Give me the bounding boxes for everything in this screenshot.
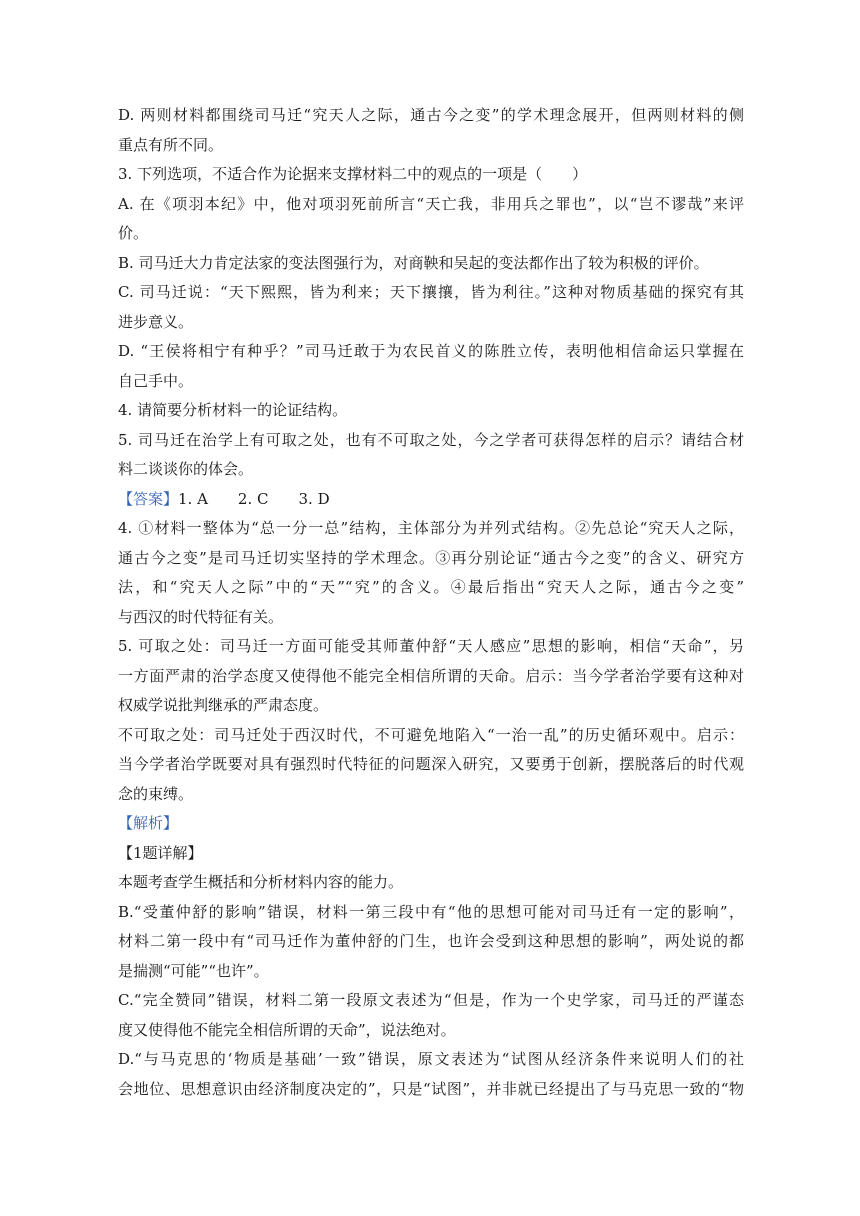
- text-line: [118, 249, 744, 279]
- text-line: [118, 367, 744, 397]
- line-text: D.“与马克思的‘物质是基础’一致”错误，原文表述为“试图从经济条件来说明人们的社: [118, 1050, 744, 1068]
- line-text: 材料二第一段中有“司马迁作为董仲舒的门生，也许会受到这种思想的影响”，两处说的都: [118, 932, 744, 950]
- line-text: 度又使得他不能完全相信所谓的天命”，说法绝对。: [118, 1020, 456, 1039]
- text-line: [118, 632, 744, 662]
- text-line: [118, 485, 744, 515]
- text-line: [118, 278, 744, 308]
- text-line: [118, 308, 744, 338]
- text-line: [118, 691, 744, 721]
- line-text: 料二谈谈你的体会。: [118, 460, 254, 478]
- line-text: 5. 可取之处：司马迁一方面可能受其师董仲舒“天人感应”思想的影响，相信“天命”，另: [118, 637, 744, 655]
- section-label: 【答案】: [118, 489, 179, 508]
- text-line: [118, 898, 744, 928]
- line-text: 权威学说批判继承的严肃态度。: [118, 696, 329, 714]
- document-page: [118, 101, 744, 1104]
- text-line: [118, 986, 744, 1016]
- line-text: B. 司马迁大力肯定法家的变法图强行为，对商鞅和吴起的变法都作出了较为积极的评价。: [118, 253, 709, 272]
- text-line: [118, 396, 744, 426]
- text-line: [118, 544, 744, 574]
- line-text: 价。: [118, 224, 149, 242]
- text-line: [118, 780, 744, 810]
- line-text: 重点有所不同。: [118, 135, 224, 154]
- line-text: 3. 下列选项，不适合作为论据来支撑材料二中的观点的一项是（ ）: [118, 165, 588, 183]
- text-line: [118, 160, 744, 190]
- line-text: 1. A 2. C 3. D: [178, 489, 330, 508]
- line-text: C.“完全赞同”错误，材料二第一段原文表述为“但是，作为一个史学家，司马迁的严谨态: [118, 991, 744, 1009]
- line-text: 4. 请简要分析材料一的论证结构。: [118, 401, 348, 419]
- line-text: 与西汉的时代特征有关。: [118, 607, 284, 626]
- text-line: [118, 868, 744, 898]
- text-line: [118, 662, 744, 692]
- line-text: 进步意义。: [118, 312, 194, 331]
- text-line: [118, 455, 744, 485]
- text-line: [118, 190, 744, 220]
- line-text: B.“受董仲舒的影响”错误，材料一第三段中有“他的思想可能对司马迁有一定的影响”，: [118, 902, 744, 921]
- line-text: 会地位、思想意识由经济制度决定的”，只是“试图”，并非就已经提出了与马克思一致的“物: [118, 1079, 744, 1098]
- text-line: [118, 721, 744, 751]
- line-text: D. “王侯将相宁有种乎？”司马迁敢于为农民首义的陈胜立传，表明他相信命运只掌握在: [118, 342, 744, 360]
- text-line: [118, 131, 744, 161]
- line-text: 法，和“究天人之际”中的“天”“究”的含义。④最后指出“究天人之际，通古今之变”: [118, 578, 744, 596]
- text-line: [118, 839, 744, 869]
- text-line: [118, 750, 744, 780]
- line-text: 本题考查学生概括和分析材料内容的能力。: [118, 873, 404, 891]
- text-line: [118, 101, 744, 131]
- section-label: 【解析】: [118, 814, 179, 832]
- line-text: 一方面严肃的治学态度又使得他不能完全相信所谓的天命。启示：当今学者治学要有这种对: [118, 666, 744, 685]
- line-text: 4. ①材料一整体为“总一分一总”结构，主体部分为并列式结构。②先总论“究天人之际，: [118, 519, 744, 537]
- line-text: C. 司马迁说：“天下熙熙，皆为利来；天下攘攘，皆为利往。”这种对物质基础的探究有其: [118, 283, 744, 301]
- text-line: [118, 927, 744, 957]
- text-line: [118, 573, 744, 603]
- text-line: [118, 1045, 744, 1075]
- line-text: 自己手中。: [118, 371, 194, 390]
- text-line: [118, 957, 744, 987]
- line-text: 不可取之处：司马迁处于西汉时代，不可避免地陷入“一治一乱”的历史循环观中。启示：: [118, 725, 744, 744]
- line-text: 是揣测“可能”“也许”。: [118, 961, 269, 980]
- line-text: A. 在《项羽本纪》中，他对项羽死前所言“天亡我，非用兵之罪也”，以“岂不谬哉”来评: [118, 194, 744, 213]
- text-line: [118, 426, 744, 456]
- line-text: D. 两则材料都围绕司马迁“究天人之际，通古今之变”的学术理念展开，但两则材料的侧: [118, 106, 744, 124]
- text-line: [118, 603, 744, 633]
- text-line: [118, 514, 744, 544]
- line-text: 【1题详解】: [118, 843, 203, 862]
- line-text: 念的束缚。: [118, 784, 194, 803]
- text-line: [118, 337, 744, 367]
- text-line: [118, 1016, 744, 1046]
- line-text: 当今学者治学既要对具有强烈时代特征的问题深入研究，又要勇于创新，摆脱落后的时代观: [118, 755, 744, 773]
- text-line: [118, 219, 744, 249]
- line-text: 5. 司马迁在治学上有可取之处，也有不可取之处，今之学者可获得怎样的启示？请结合材: [118, 430, 744, 449]
- line-text: 通古今之变”是司马迁切实坚持的学术理念。③再分别论证“通古今之变”的含义、研究方: [118, 548, 744, 567]
- text-line: [118, 1075, 744, 1105]
- text-line: [118, 809, 744, 839]
